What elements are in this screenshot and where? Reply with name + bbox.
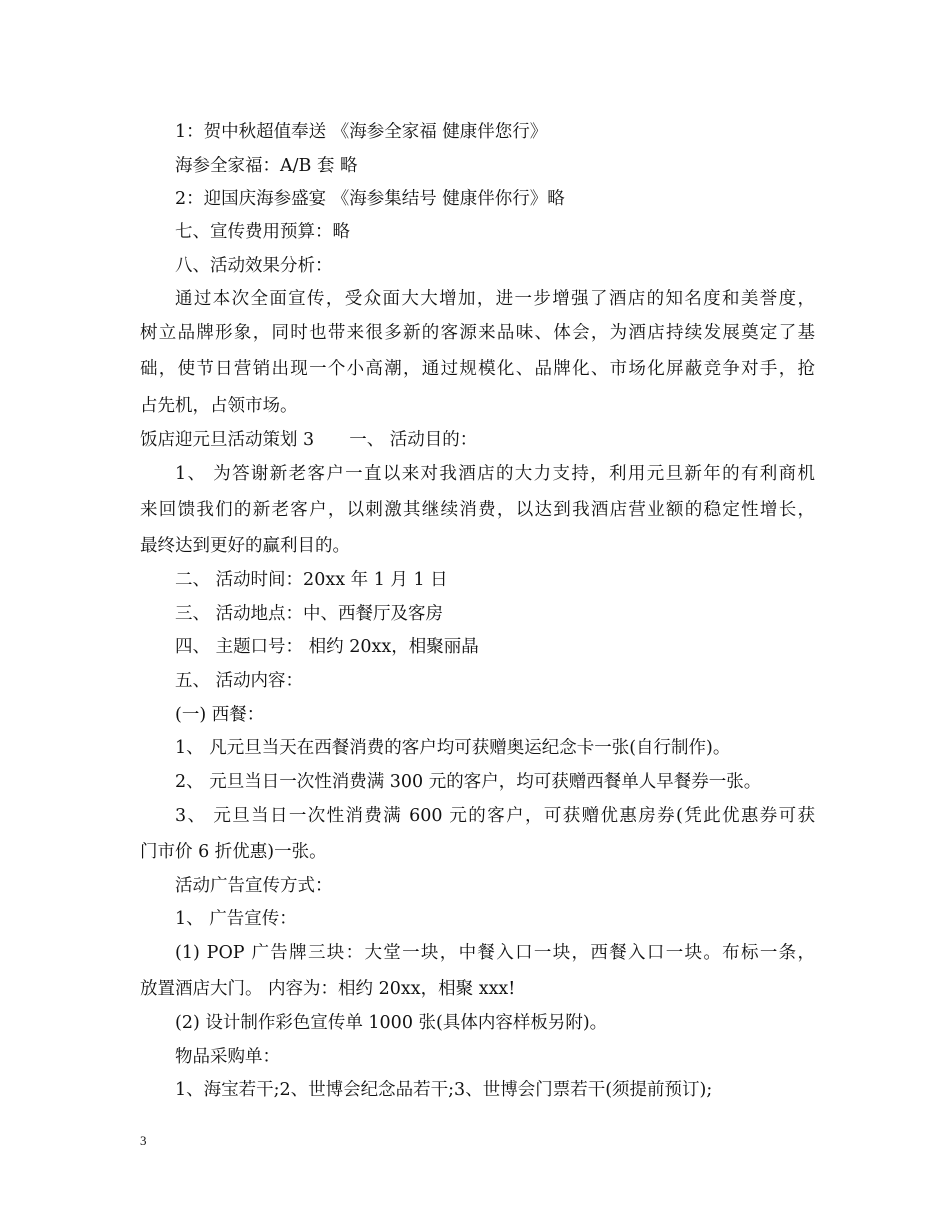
text-line: 1：贺中秋超值奉送 《海参全家福 健康伴您行》 [175, 122, 548, 142]
text-line: 础，使节日营销出现一个小高潮，通过规模化、品牌化、市场化屏蔽竞争对手，抢 [140, 359, 815, 379]
text-line: 1、 广告宣传： [175, 909, 297, 929]
text-line: 物品采购单： [175, 1047, 280, 1067]
text-line: (一) 西餐： [175, 705, 265, 725]
text-line: 2：迎国庆海参盛宴 《海参集结号 健康伴你行》略 [175, 189, 565, 209]
text-line: 八、活动效果分析： [175, 256, 333, 276]
text-line: 3、 元旦当日一次性消费满 600 元的客户，可获赠优惠房券(凭此优惠券可获 [175, 806, 815, 826]
text-line: 1、 为答谢新老客户一直以来对我酒店的大力支持，利用元旦新年的有利商机 [175, 464, 815, 484]
text-line: 2、 元旦当日一次性消费满 300 元的客户，均可获赠西餐单人早餐券一张。 [175, 772, 762, 792]
page-number: 3 [140, 1133, 147, 1148]
text-line: 树立品牌形象，同时也带来很多新的客源来品味、体会，为酒店持续发展奠定了基 [140, 323, 815, 343]
text-line: 占先机，占领市场。 [140, 396, 298, 416]
text-line: (2) 设计制作彩色宣传单 1000 张(具体内容样板另附)。 [175, 1013, 608, 1033]
text-line: 四、 主题口号： 相约 20xx，相聚丽晶 [175, 637, 479, 657]
text-line: 通过本次全面宣传，受众面大大增加，进一步增强了酒店的知名度和美誉度， [175, 289, 815, 309]
text-line: 1、海宝若干;2、世博会纪念品若干;3、世博会门票若干(须提前预订); [175, 1080, 713, 1100]
text-line: 放置酒店大门。 内容为：相约 20xx，相聚 xxx! [140, 979, 516, 999]
text-line: 二、 活动时间：20xx 年 1 月 1 日 [175, 570, 448, 590]
text-line: 五、 活动内容： [175, 671, 304, 691]
text-line: 海参全家福：A/B 套 略 [175, 156, 358, 176]
text-line: 最终达到更好的赢利目的。 [140, 536, 350, 556]
text-line: 门市价 6 折优惠)一张。 [140, 842, 327, 862]
text-line: 活动广告宣传方式： [175, 876, 333, 896]
text-line: (1) POP 广告牌三块：大堂一块，中餐入口一块，西餐入口一块。布标一条， [175, 943, 815, 963]
text-line: 七、宣传费用预算：略 [175, 222, 350, 242]
section-heading: 饭店迎元旦活动策划 3 一、 活动目的： [140, 430, 478, 450]
text-line: 三、 活动地点：中、西餐厅及客房 [175, 604, 444, 624]
text-line: 1、 凡元旦当天在西餐消费的客户均可获赠奥运纪念卡一张(自行制作)。 [175, 738, 731, 758]
text-line: 来回馈我们的新老客户，以刺激其继续消费，以达到我酒店营业额的稳定性增长， [140, 500, 815, 520]
